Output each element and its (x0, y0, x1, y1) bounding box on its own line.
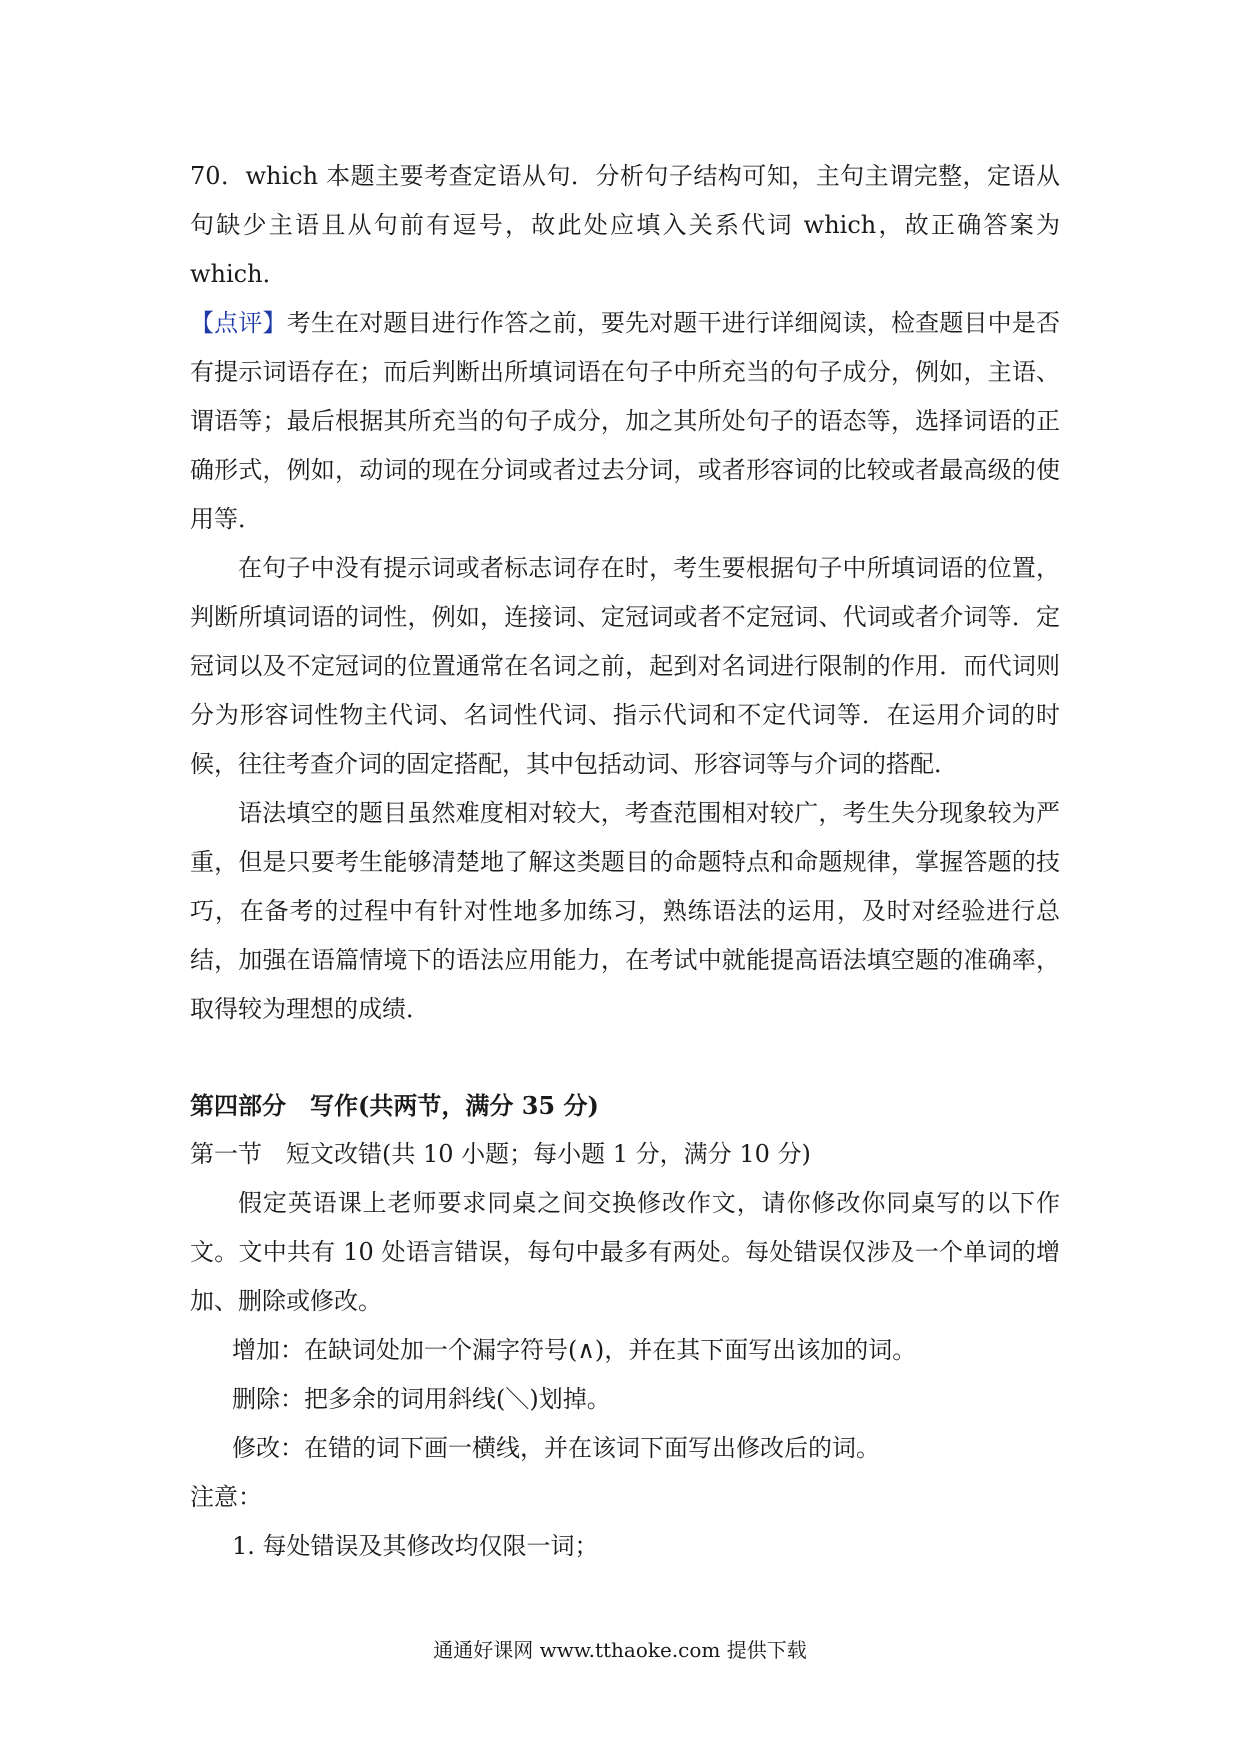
rule-modify: 修改：在错的词下画一横线，并在该词下面写出修改后的词。 (232, 1434, 880, 1462)
comment-paragraph-1 (190, 299, 1060, 544)
note-item-1: 1. 每处错误及其修改均仅限一词； (232, 1532, 599, 1560)
section-subtitle: 第一节 短文改错(共 10 小题；每小题 1 分，满分 10 分) (190, 1140, 811, 1168)
page-footer: 通通好课网 www.tthaoke.com 提供下载 (433, 1638, 807, 1662)
rule-add: 增加：在缺词处加一个漏字符号(∧)，并在其下面写出该加的词。 (232, 1336, 917, 1364)
comment-paragraph-2: 在句子中没有提示词或者标志词存在时，考生要根据句子中所填词语的位置，判断所填词语的词性，例如，连接词、定冠词或者不定冠词、代词或者介词等．定冠词以及不定冠词的位置通常在名词之前，起到对名词进行限制的作用．而代词则分为形容词性物主代词、名词性代词、指示代词和不定代词等．在运用介词的时候，往往考查介词的固定搭配，其中包括动词、形容词等与介词的搭配． (190, 554, 1060, 778)
rule-delete: 删除：把多余的词用斜线(＼)划掉。 (232, 1385, 611, 1413)
comment-tag: 【点评】 (190, 309, 287, 337)
answer-paragraph: 70．which 本题主要考查定语从句．分析句子结构可知，主句主谓完整，定语从句缺少主语且从句前有逗号，故此处应填入关系代词 which，故正确答案为 which． (190, 162, 1060, 288)
section-intro: 假定英语课上老师要求同桌之间交换修改作文，请你修改你同桌写的以下作文。文中共有 10 处语言错误，每句中最多有两处。每处错误仅涉及一个单词的增加、删除或修改。 (190, 1189, 1060, 1315)
comment-text-1: 考生在对题目进行作答之前，要先对题干进行详细阅读，检查题目中是否有提示词语存在；而后判断出所填词语在句子中所充当的句子成分，例如，主语、谓语等；最后根据其所充当的句子成分，加之其所处句子的语态等，选择词语的正确形式，例如，动词的现在分词或者过去分词，或者形容词的比较或者最高级的使用等． (190, 309, 1060, 533)
comment-paragraph-3: 语法填空的题目虽然难度相对较大，考查范围相对较广，考生失分现象较为严重，但是只要考生能够清楚地了解这类题目的命题特点和命题规律，掌握答题的技巧，在备考的过程中有针对性地多加练习，熟练语法的运用，及时对经验进行总结，加强在语篇情境下的语法应用能力，在考试中就能提高语法填空题的准确率，取得较为理想的成绩． (190, 799, 1060, 1023)
document-body (190, 152, 1060, 1571)
section-title: 第四部分 写作(共两节，满分 35 分) (190, 1091, 599, 1120)
note-label: 注意： (190, 1483, 262, 1511)
